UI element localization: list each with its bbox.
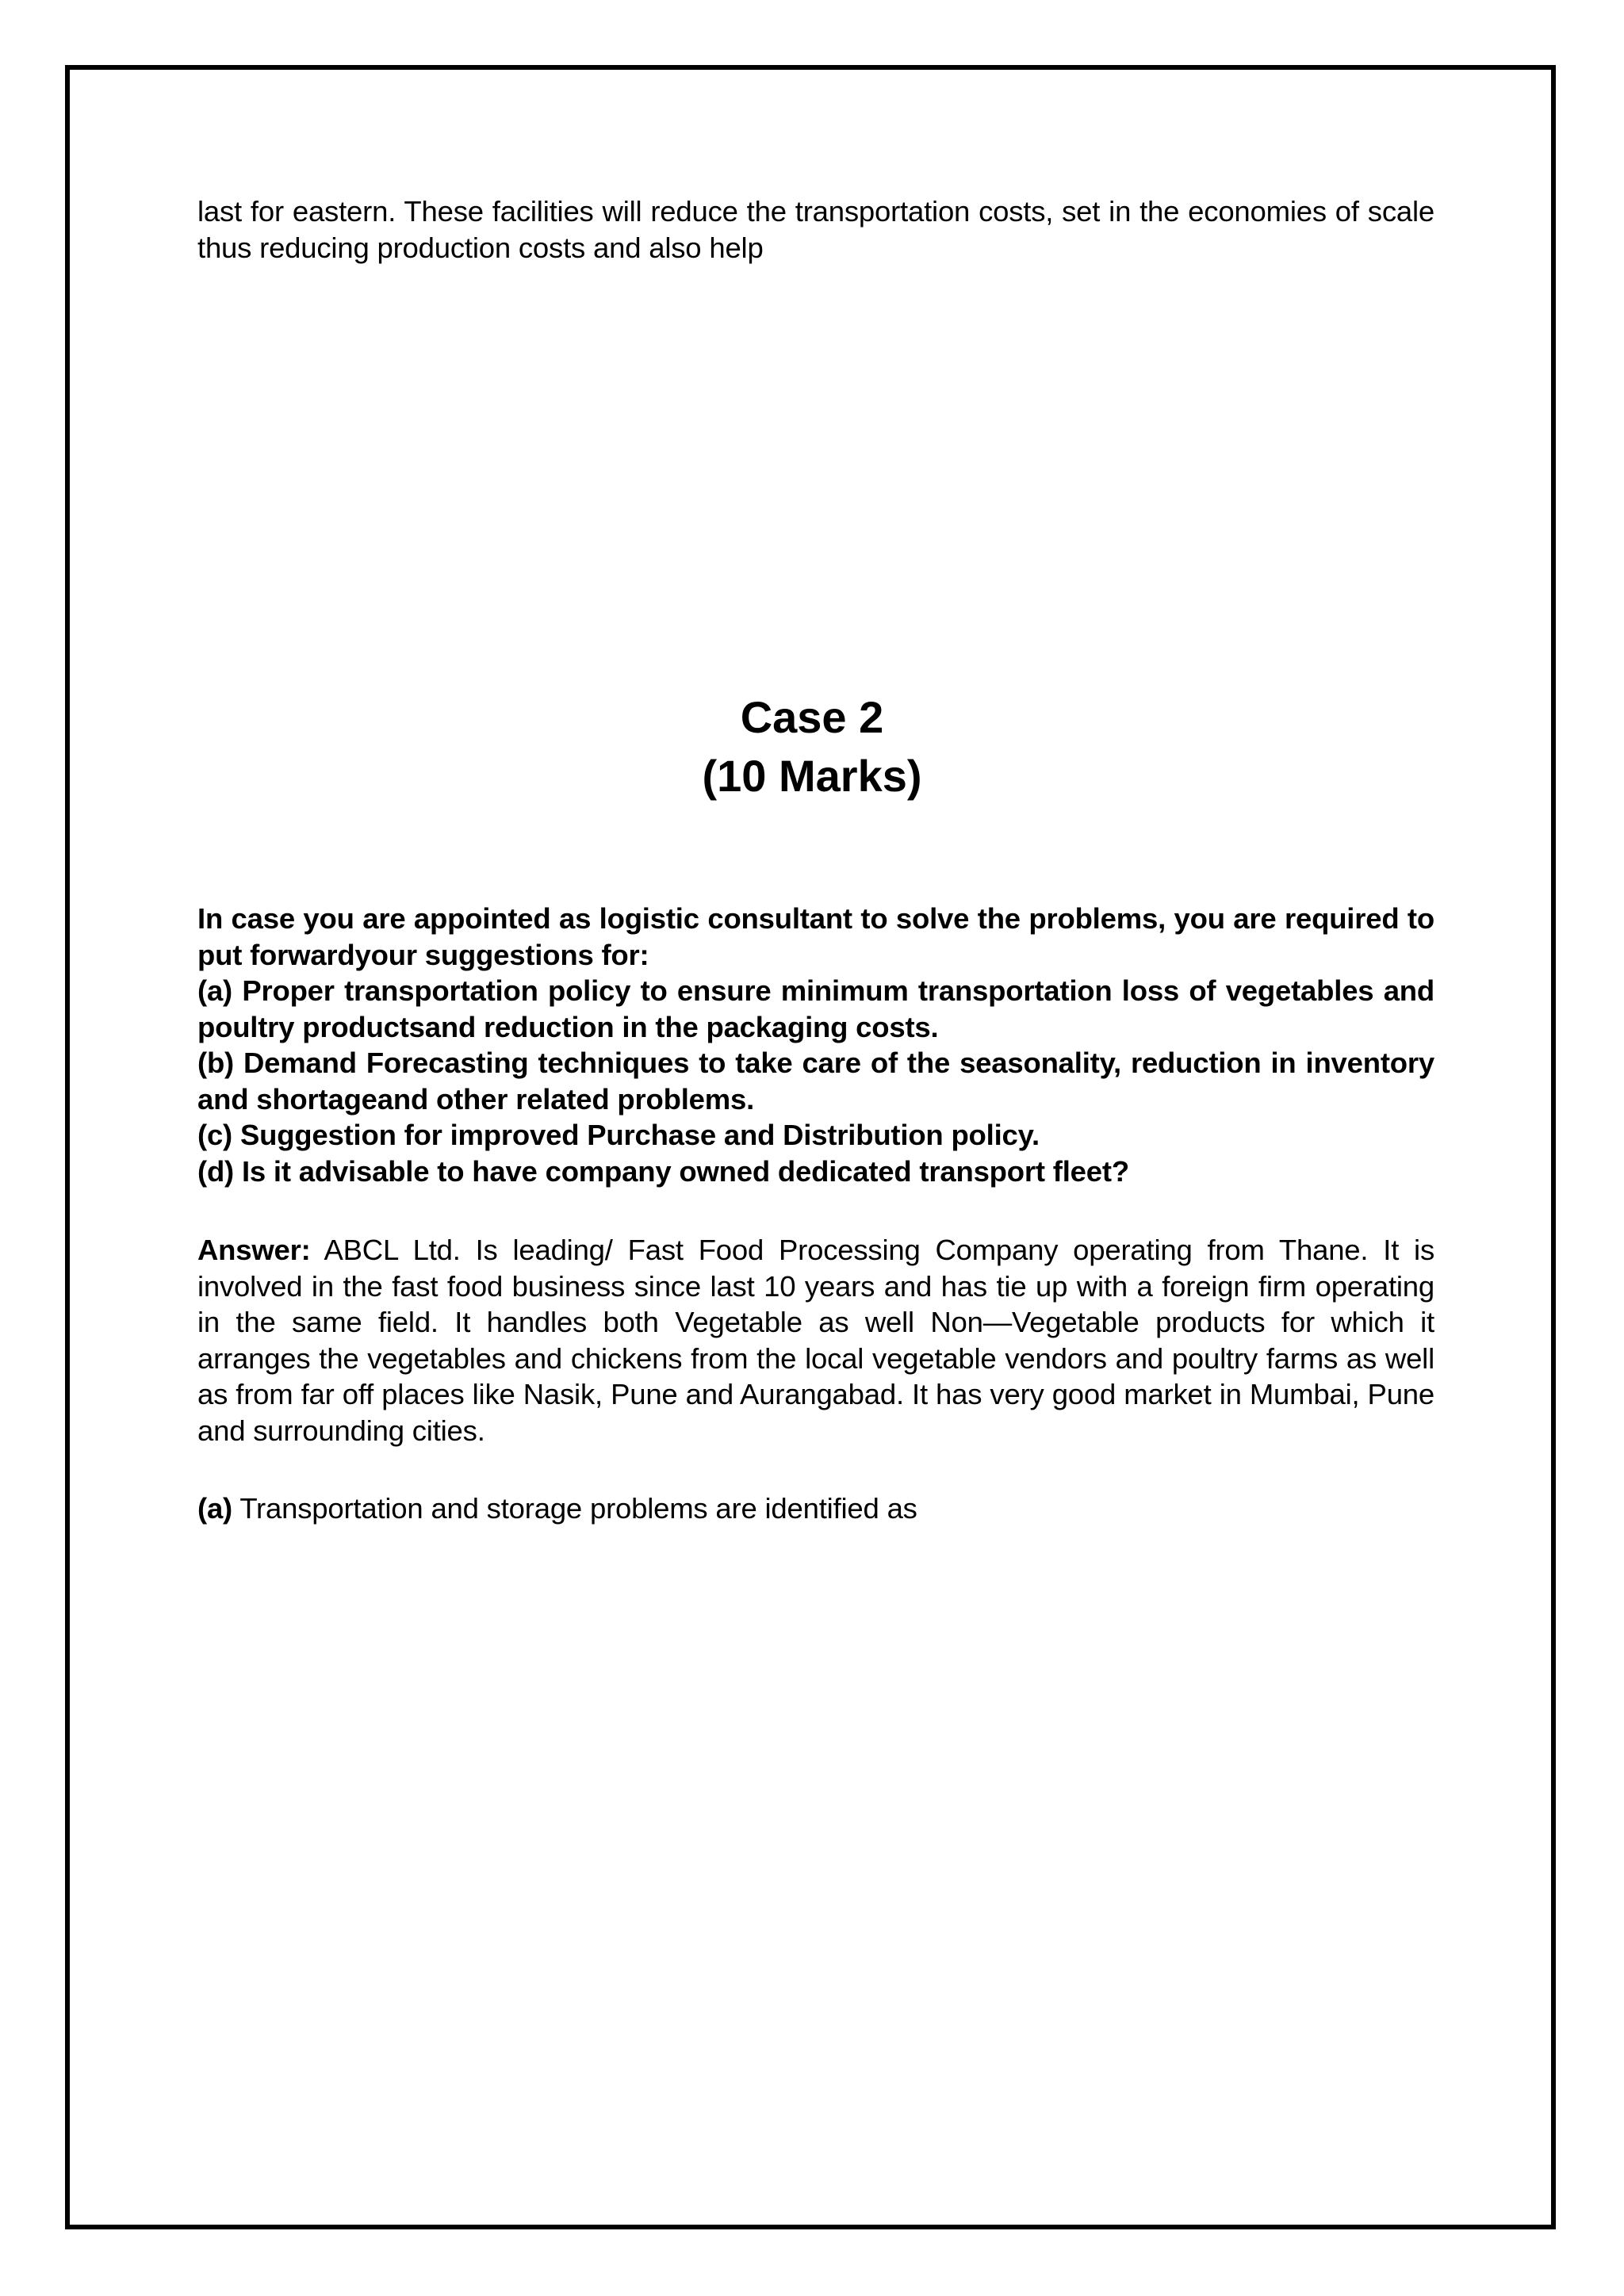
- answer-text: ABCL Ltd. Is leading/ Fast Food Processing Company operating from Thane. It is involved in the fast food business since last 10 years and has tie up with a foreign firm operating in the same field. It handles both Vegetable as well Non—Vegetable products for which it arranges the vegetables and chickens from the local vegetable vendors and poultry farms as well as from far off places like Nasik, Pune and Aurangabad. It has very good market in Mumbai, Pune and surrounding cities.: [197, 1234, 1434, 1447]
- case-title: Case 2: [740, 692, 884, 742]
- part-a-label: (a): [197, 1492, 233, 1525]
- answer-text-line: [197, 1232, 1434, 1448]
- question-item-b: (b) Demand Forecasting techniques to take care of the seasonality, reduction in inventory and shortageand other related problems.: [197, 1047, 1434, 1115]
- part-a-text: Transportation and storage problems are identified as: [239, 1492, 917, 1525]
- question-item-c: (c) Suggestion for improved Purchase and Distribution policy.: [197, 1119, 1040, 1151]
- question-item-a: (a) Proper transportation policy to ensure minimum transportation loss of vegetables and poultry productsand reduction in the packaging costs.: [197, 974, 1434, 1043]
- case-marks: (10 Marks): [702, 751, 922, 801]
- question-block: [197, 901, 1434, 1189]
- part-a-line: [197, 1490, 1434, 1527]
- answer-paragraph: [197, 1232, 1434, 1448]
- question-item-d: (d) Is it advisable to have company owned dedicated transport fleet?: [197, 1154, 1129, 1188]
- part-a-paragraph: [197, 1490, 1434, 1527]
- intro-paragraph: [197, 193, 1434, 266]
- intro-text: last for eastern. These facilities will reduce the transportation costs, set in the economies of scale thus reducing production costs and also help: [197, 195, 1434, 264]
- answer-label: Answer:: [197, 1234, 311, 1266]
- question-intro: In case you are appointed as logistic consultant to solve the problems, you are required to put forwardyour suggestions for:: [197, 902, 1434, 971]
